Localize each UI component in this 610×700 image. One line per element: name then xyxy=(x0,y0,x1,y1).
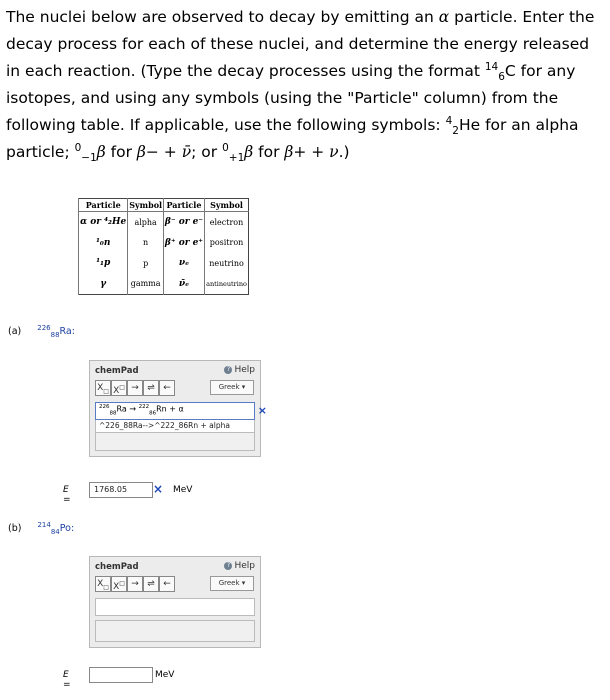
chempad-title: chemPad xyxy=(95,366,139,376)
subscript-button[interactable]: $X_□$ xyxy=(95,380,111,396)
table-header: Particle xyxy=(163,199,204,212)
table-header: Particle xyxy=(79,199,128,212)
table-cell: n xyxy=(128,233,164,253)
energy-label: E = xyxy=(63,670,71,690)
chempad-a xyxy=(89,360,267,457)
instructions-text: The nuclei below are observed to decay by emitting an α particle. Enter the decay process for each of these nuclei, and determine the energy released in each reaction. (Type the decay processes using the format $^{14}_6$C for any isotopes, and using any symbols (using the "Particle" column) from the following table. If applicable, use the following symbols: $^4_2$He for an alpha particle; $^0_{-1}$β for β− + ν̄; or $^0_{+1}$β for β+ + ν.) xyxy=(6,8,595,165)
table-cell: antineutrino xyxy=(205,274,249,295)
energy-unit: MeV xyxy=(155,670,175,680)
table-header: Symbol xyxy=(129,200,163,211)
chevron-down-icon: ▾ xyxy=(241,383,246,391)
table-cell: ¹₁p xyxy=(79,253,128,273)
table-row xyxy=(79,274,249,295)
chempad-input[interactable] xyxy=(95,598,255,616)
chevron-down-icon: ▾ xyxy=(241,579,246,587)
help-icon: ? xyxy=(224,562,232,570)
left-arrow-button[interactable]: ← xyxy=(159,576,175,592)
table-cell: alpha xyxy=(128,212,164,233)
table-cell: p xyxy=(128,253,164,273)
help-button[interactable]: ? Help xyxy=(224,561,255,571)
right-arrow-button[interactable]: → xyxy=(127,576,143,592)
chempad-blank-area xyxy=(95,620,255,642)
table-header-row xyxy=(79,199,249,212)
table-cell: ν̄ₑ xyxy=(163,274,204,295)
nuclide-po: $^{214}_{84}$Po: xyxy=(37,520,75,536)
greek-dropdown[interactable]: Greek ▾ xyxy=(210,380,254,395)
equation-display: $^{226}_{88}$Ra → $^{222}_{86}$Rn + α xyxy=(99,404,184,417)
equilibrium-arrow-button[interactable]: ⇌ xyxy=(143,576,159,592)
chempad-input[interactable] xyxy=(95,402,267,420)
greek-dropdown[interactable]: Greek ▾ xyxy=(210,576,254,591)
chempad-blank-area xyxy=(95,433,255,451)
energy-input[interactable] xyxy=(89,667,153,683)
help-button[interactable]: ? Help xyxy=(224,365,255,375)
energy-unit: MeV xyxy=(173,485,193,495)
particle-table xyxy=(78,198,249,295)
part-a-label: (a) $^{226}_{88}$Ra: xyxy=(8,323,75,339)
table-cell: γ xyxy=(79,274,128,295)
chempad-b xyxy=(89,556,261,648)
chempad-toolbar xyxy=(90,377,260,399)
table-cell: β⁻ or e⁻ xyxy=(163,212,204,233)
incorrect-icon: × xyxy=(257,404,267,417)
chempad-title: chemPad xyxy=(95,562,139,572)
left-arrow-button[interactable]: ← xyxy=(159,380,175,396)
table-row xyxy=(79,253,249,273)
table-cell: νₑ xyxy=(163,253,204,273)
equilibrium-arrow-button[interactable]: ⇌ xyxy=(143,380,159,396)
help-icon: ? xyxy=(224,366,232,374)
table-cell: electron xyxy=(205,212,249,233)
table-cell: α or ⁴₂He xyxy=(79,212,128,233)
table-cell: ¹₀n xyxy=(79,233,128,253)
right-arrow-button[interactable]: → xyxy=(127,380,143,396)
subscript-button[interactable]: $X_□$ xyxy=(95,576,111,592)
incorrect-icon: × xyxy=(153,482,164,496)
chempad-toolbar xyxy=(90,573,260,595)
table-header: Symbol xyxy=(205,199,249,212)
chempad-text-preview: ^226_88Ra-->^222_86Rn + alpha xyxy=(95,420,255,433)
energy-label: E = xyxy=(63,485,71,505)
table-cell: neutrino xyxy=(205,253,249,273)
superscript-button[interactable]: X□ xyxy=(111,576,127,592)
table-row xyxy=(79,233,249,253)
part-b-label: (b) $^{214}_{84}$Po: xyxy=(8,520,75,536)
table-cell: gamma xyxy=(128,274,164,295)
table-cell: positron xyxy=(205,233,249,253)
superscript-button[interactable]: X□ xyxy=(111,380,127,396)
energy-input[interactable]: 1768.05 xyxy=(89,482,153,498)
table-row xyxy=(79,212,249,233)
nuclide-ra: $^{226}_{88}$Ra: xyxy=(37,323,75,339)
table-cell: β⁺ or e⁺ xyxy=(163,233,204,253)
